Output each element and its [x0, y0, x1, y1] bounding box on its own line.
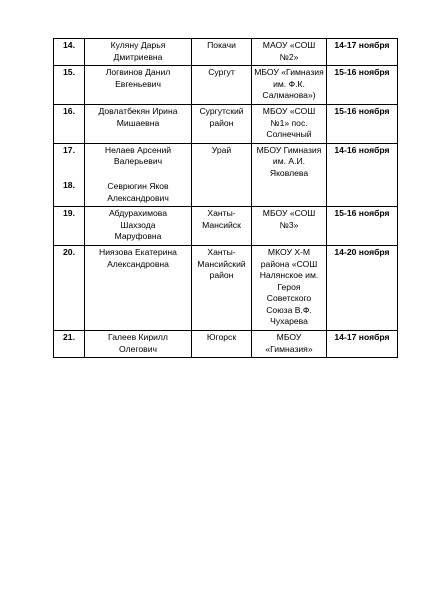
- table-row: [54, 104, 398, 143]
- participant-dates: 14-17 ноября: [327, 331, 398, 358]
- participant-school: МБОУ «СОШ №1» пос. Солнечный: [252, 104, 327, 143]
- row-number-second: 18.: [63, 180, 75, 191]
- participant-dates: 14-16 ноября: [327, 143, 398, 206]
- row-number: 20.: [54, 245, 85, 330]
- participant-school: МКОУ Х-М района «СОШ Налянское им. Героя Советского Союза В.Ф. Чухарева: [252, 245, 327, 330]
- table-row: [54, 207, 398, 246]
- participants-table: [53, 38, 398, 358]
- participant-name: Ниязова Екатерина Александровна: [85, 245, 192, 330]
- participant-name: Галеев Кирилл Олегович: [85, 331, 192, 358]
- participant-school: МБОУ «Гимназия»: [252, 331, 327, 358]
- row-number: 21.: [54, 331, 85, 358]
- participant-city: Югорск: [192, 331, 252, 358]
- row-number: 14.: [54, 39, 85, 66]
- table-row: [54, 143, 398, 206]
- participant-city: Покачи: [192, 39, 252, 66]
- row-number: 15.: [54, 66, 85, 105]
- participant-city: Сургутский район: [192, 104, 252, 143]
- participant-dates: 15-16 ноября: [327, 207, 398, 246]
- participant-name: Довлатбекян Ирина Мишаевна: [85, 104, 192, 143]
- participant-name: Куляну Дарья Дмитриевна: [85, 39, 192, 66]
- table-row: [54, 39, 398, 66]
- participant-school: МБОУ «СОШ №3»: [252, 207, 327, 246]
- table-row: [54, 331, 398, 358]
- row-number: 17. 18.: [54, 143, 85, 206]
- participant-dates: 14-20 ноября: [327, 245, 398, 330]
- row-number: 16.: [54, 104, 85, 143]
- participant-dates: 15-16 ноября: [327, 104, 398, 143]
- participant-city: Урай: [192, 143, 252, 206]
- participant-name: Нелаев Арсений Валерьевич Севрюгин Яков Александрович: [85, 143, 192, 206]
- table-row: [54, 245, 398, 330]
- participant-name: Абдурахимова Шахзода Маруфовна: [85, 207, 192, 246]
- participant-name-second: Севрюгин Яков: [107, 180, 169, 191]
- participant-school: МАОУ «СОШ №2»: [252, 39, 327, 66]
- participant-school: МБОУ «Гимназия им. Ф.К. Салманова»): [252, 66, 327, 105]
- participant-school: МБОУ Гимназия им. А.И. Яковлева: [252, 143, 327, 206]
- table-row: [54, 66, 398, 105]
- participant-dates: 14-17 ноября: [327, 39, 398, 66]
- participant-dates: 15-16 ноября: [327, 66, 398, 105]
- participant-city: Ханты- Мансийский район: [192, 245, 252, 330]
- participant-city: Сургут: [192, 66, 252, 105]
- row-number: 19.: [54, 207, 85, 246]
- participant-city: Ханты- Мансийск: [192, 207, 252, 246]
- participant-name: Логвинов Данил Евгеньевич: [85, 66, 192, 105]
